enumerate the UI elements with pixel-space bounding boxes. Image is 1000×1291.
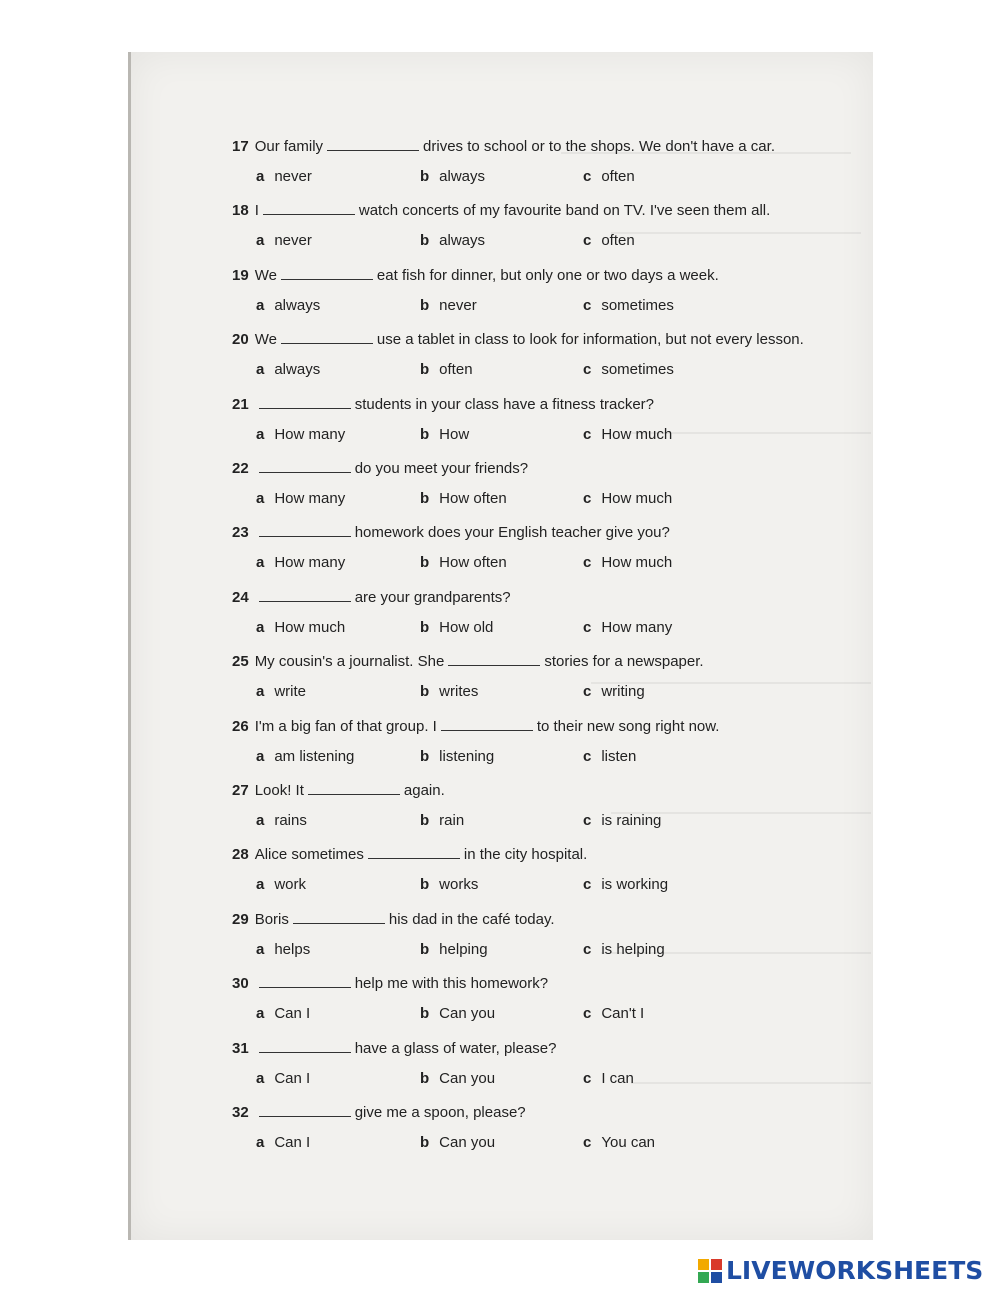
option-letter: a <box>256 1070 265 1087</box>
option-letter: b <box>420 490 430 507</box>
option-text: You can <box>601 1134 656 1151</box>
option-letter: b <box>420 554 430 571</box>
option-letter: b <box>420 168 430 185</box>
question-number: 31 <box>232 1040 249 1057</box>
option-letter: b <box>420 683 430 700</box>
option-b[interactable] <box>420 490 507 507</box>
option-text: is helping <box>601 941 665 958</box>
option-letter: a <box>256 361 265 378</box>
option-c[interactable] <box>583 1005 644 1022</box>
question-text-after: homework does your English teacher give you? <box>354 524 670 541</box>
option-a[interactable] <box>256 1005 310 1022</box>
option-b[interactable] <box>420 748 494 765</box>
option-c[interactable] <box>583 232 635 249</box>
option-letter: c <box>583 748 592 765</box>
option-b[interactable] <box>420 297 477 314</box>
logo-grid-icon <box>698 1259 722 1283</box>
option-letter: a <box>256 297 265 314</box>
liveworksheets-logo <box>698 1256 983 1285</box>
option-text: How much <box>601 554 673 571</box>
answer-blank[interactable] <box>259 1038 351 1053</box>
question-number: 17 <box>232 138 249 155</box>
question-32 <box>232 1102 526 1121</box>
answer-blank[interactable] <box>259 394 351 409</box>
question-number: 18 <box>232 202 249 219</box>
question-23 <box>232 522 670 541</box>
option-a[interactable] <box>256 876 306 893</box>
option-b[interactable] <box>420 232 485 249</box>
question-text-after: his dad in the café today. <box>388 911 555 928</box>
option-b[interactable] <box>420 168 485 185</box>
option-text: Can I <box>274 1134 311 1151</box>
option-letter: c <box>583 168 592 185</box>
answer-blank[interactable] <box>327 136 419 151</box>
question-text-after: again. <box>403 782 445 799</box>
option-letter: c <box>583 683 592 700</box>
answer-blank[interactable] <box>281 329 373 344</box>
option-c[interactable] <box>583 748 636 765</box>
option-text: How many <box>601 619 673 636</box>
question-number: 26 <box>232 718 249 735</box>
answer-blank[interactable] <box>263 200 355 215</box>
option-letter: c <box>583 361 592 378</box>
option-b[interactable] <box>420 941 488 958</box>
option-c[interactable] <box>583 361 674 378</box>
option-c[interactable] <box>583 619 672 636</box>
question-text-before: I'm a big fan of that group. I <box>254 718 437 735</box>
option-letter: b <box>420 876 430 893</box>
answer-blank[interactable] <box>259 1102 351 1117</box>
option-c[interactable] <box>583 683 645 700</box>
option-letter: a <box>256 619 265 636</box>
option-c[interactable] <box>583 812 661 829</box>
question-text-after: drives to school or to the shops. We don't have a car. <box>423 138 775 155</box>
answer-blank[interactable] <box>293 909 385 924</box>
option-text: works <box>439 876 479 893</box>
option-text: often <box>601 232 635 249</box>
question-text-before: We <box>254 331 277 348</box>
option-letter: a <box>256 1005 265 1022</box>
question-text-after: students in your class have a fitness tracker? <box>354 396 654 413</box>
question-number: 24 <box>232 589 249 606</box>
option-text: rains <box>274 812 307 829</box>
option-c[interactable] <box>583 1070 634 1087</box>
option-text: always <box>439 168 486 185</box>
question-number: 21 <box>232 396 249 413</box>
option-letter: b <box>420 941 430 958</box>
option-text: never <box>439 297 477 314</box>
option-a[interactable] <box>256 490 345 507</box>
option-letter: c <box>583 1134 592 1151</box>
answer-blank[interactable] <box>281 265 373 280</box>
option-a[interactable] <box>256 554 345 571</box>
option-letter: c <box>583 1070 592 1087</box>
question-19 <box>232 265 719 284</box>
question-text-after: do you meet your friends? <box>354 460 529 477</box>
question-number: 29 <box>232 911 249 928</box>
option-b[interactable] <box>420 876 478 893</box>
question-text-after: in the city hospital. <box>463 846 588 863</box>
option-letter: a <box>256 683 265 700</box>
option-letter: c <box>583 1005 592 1022</box>
option-text: writing <box>601 683 645 700</box>
question-24 <box>232 587 511 606</box>
question-text-before: Our family <box>254 138 324 155</box>
option-letter: a <box>256 426 265 443</box>
option-letter: c <box>583 554 592 571</box>
question-number: 23 <box>232 524 249 541</box>
scanned-page <box>128 52 873 1240</box>
option-letter: a <box>256 554 265 571</box>
question-text-after: to their new song right now. <box>536 718 720 735</box>
option-c[interactable] <box>583 490 672 507</box>
option-text: listening <box>439 748 495 765</box>
option-b[interactable] <box>420 812 464 829</box>
option-a[interactable] <box>256 812 307 829</box>
question-21 <box>232 394 654 413</box>
question-22 <box>232 458 528 477</box>
option-letter: a <box>256 876 265 893</box>
option-a[interactable] <box>256 426 345 443</box>
option-c[interactable] <box>583 297 674 314</box>
option-b[interactable] <box>420 1070 495 1087</box>
question-30 <box>232 973 548 992</box>
option-letter: b <box>420 426 430 443</box>
answer-blank[interactable] <box>259 973 351 988</box>
question-29 <box>232 909 555 928</box>
question-text-after: watch concerts of my favourite band on TV. I've seen them all. <box>358 202 771 219</box>
option-c[interactable] <box>583 168 635 185</box>
option-text: How often <box>439 490 507 507</box>
option-text: How old <box>439 619 494 636</box>
option-a[interactable] <box>256 1070 310 1087</box>
option-text: often <box>601 168 635 185</box>
option-text: rain <box>439 812 465 829</box>
option-letter: c <box>583 490 592 507</box>
option-text: How <box>439 426 470 443</box>
option-text: Can I <box>274 1070 311 1087</box>
option-letter: c <box>583 941 592 958</box>
option-text: write <box>274 683 307 700</box>
answer-blank[interactable] <box>308 780 400 795</box>
option-text: writes <box>439 683 479 700</box>
option-text: never <box>274 232 312 249</box>
option-letter: b <box>420 619 430 636</box>
option-text: sometimes <box>601 361 674 378</box>
option-letter: b <box>420 1134 430 1151</box>
option-b[interactable] <box>420 683 478 700</box>
question-20 <box>232 329 804 348</box>
option-letter: a <box>256 812 265 829</box>
option-a[interactable] <box>256 748 354 765</box>
question-31 <box>232 1038 556 1057</box>
option-letter: c <box>583 619 592 636</box>
option-text: is working <box>601 876 669 893</box>
answer-blank[interactable] <box>368 844 460 859</box>
option-c[interactable] <box>583 426 672 443</box>
question-text-after: are your grandparents? <box>354 589 511 606</box>
question-text-after: help me with this homework? <box>354 975 549 992</box>
option-letter: c <box>583 232 592 249</box>
option-text: Can you <box>439 1005 496 1022</box>
option-a[interactable] <box>256 1134 310 1151</box>
question-number: 22 <box>232 460 249 477</box>
option-a[interactable] <box>256 297 320 314</box>
option-c[interactable] <box>583 1134 655 1151</box>
question-text-after: stories for a newspaper. <box>544 653 704 670</box>
option-b[interactable] <box>420 619 493 636</box>
option-b[interactable] <box>420 1134 495 1151</box>
question-number: 30 <box>232 975 249 992</box>
question-text-before: My cousin's a journalist. She <box>254 653 445 670</box>
option-letter: b <box>420 232 430 249</box>
option-text: always <box>274 361 321 378</box>
question-number: 19 <box>232 267 249 284</box>
question-27 <box>232 780 445 799</box>
option-c[interactable] <box>583 554 672 571</box>
option-a[interactable] <box>256 619 345 636</box>
question-26 <box>232 716 719 735</box>
answer-blank[interactable] <box>259 458 351 473</box>
option-text: helps <box>274 941 311 958</box>
question-text-after: use a tablet in class to look for information, but not every lesson. <box>376 331 804 348</box>
question-text-before: Look! It <box>254 782 304 799</box>
option-letter: b <box>420 1005 430 1022</box>
option-text: Can you <box>439 1134 496 1151</box>
option-text: am listening <box>274 748 355 765</box>
option-letter: c <box>583 426 592 443</box>
option-text: helping <box>439 941 488 958</box>
option-b[interactable] <box>420 1005 495 1022</box>
option-text: How much <box>601 426 673 443</box>
option-text: How many <box>274 554 346 571</box>
option-letter: c <box>583 812 592 829</box>
option-letter: a <box>256 748 265 765</box>
option-text: listen <box>601 748 637 765</box>
bleed-through-line <box>611 232 861 234</box>
option-letter: b <box>420 748 430 765</box>
question-number: 27 <box>232 782 249 799</box>
option-text: How much <box>274 619 346 636</box>
option-text: I can <box>601 1070 634 1087</box>
answer-blank[interactable] <box>259 522 351 537</box>
question-18 <box>232 200 770 219</box>
option-text: work <box>274 876 307 893</box>
option-text: How many <box>274 426 346 443</box>
option-letter: b <box>420 812 430 829</box>
option-letter: a <box>256 232 265 249</box>
option-text: How much <box>601 490 673 507</box>
question-25 <box>232 651 704 670</box>
option-b[interactable] <box>420 426 469 443</box>
question-28 <box>232 844 587 863</box>
option-a[interactable] <box>256 232 312 249</box>
option-text: never <box>274 168 312 185</box>
option-text: How often <box>439 554 507 571</box>
option-letter: b <box>420 1070 430 1087</box>
option-a[interactable] <box>256 168 312 185</box>
option-text: always <box>439 232 486 249</box>
option-letter: a <box>256 490 265 507</box>
question-text-after: eat fish for dinner, but only one or two days a week. <box>376 267 719 284</box>
option-b[interactable] <box>420 554 507 571</box>
question-number: 20 <box>232 331 249 348</box>
answer-blank[interactable] <box>441 716 533 731</box>
question-text-before: Alice sometimes <box>254 846 364 863</box>
option-text: Can I <box>274 1005 311 1022</box>
question-text-after: give me a spoon, please? <box>354 1104 526 1121</box>
option-text: is raining <box>601 812 662 829</box>
option-text: sometimes <box>601 297 674 314</box>
question-text-before: Boris <box>254 911 289 928</box>
question-text-before: I <box>254 202 259 219</box>
option-letter: b <box>420 361 430 378</box>
option-letter: b <box>420 297 430 314</box>
option-text: Can't I <box>601 1005 645 1022</box>
option-c[interactable] <box>583 876 668 893</box>
option-letter: c <box>583 297 592 314</box>
answer-blank[interactable] <box>448 651 540 666</box>
brand-name: LIVEWORKSHEETS <box>726 1256 984 1285</box>
bleed-through-line <box>631 1082 871 1084</box>
answer-blank[interactable] <box>259 587 351 602</box>
question-number: 32 <box>232 1104 249 1121</box>
option-c[interactable] <box>583 941 665 958</box>
question-text-after: have a glass of water, please? <box>354 1040 557 1057</box>
option-text: How many <box>274 490 346 507</box>
option-text: Can you <box>439 1070 496 1087</box>
question-number: 28 <box>232 846 249 863</box>
option-letter: c <box>583 876 592 893</box>
question-17 <box>232 136 775 155</box>
question-number: 25 <box>232 653 249 670</box>
question-text-before: We <box>254 267 277 284</box>
option-a[interactable] <box>256 683 306 700</box>
option-a[interactable] <box>256 361 320 378</box>
option-a[interactable] <box>256 941 310 958</box>
option-text: always <box>274 297 321 314</box>
option-letter: a <box>256 941 265 958</box>
option-text: often <box>439 361 473 378</box>
option-b[interactable] <box>420 361 473 378</box>
option-letter: a <box>256 1134 265 1151</box>
option-letter: a <box>256 168 265 185</box>
